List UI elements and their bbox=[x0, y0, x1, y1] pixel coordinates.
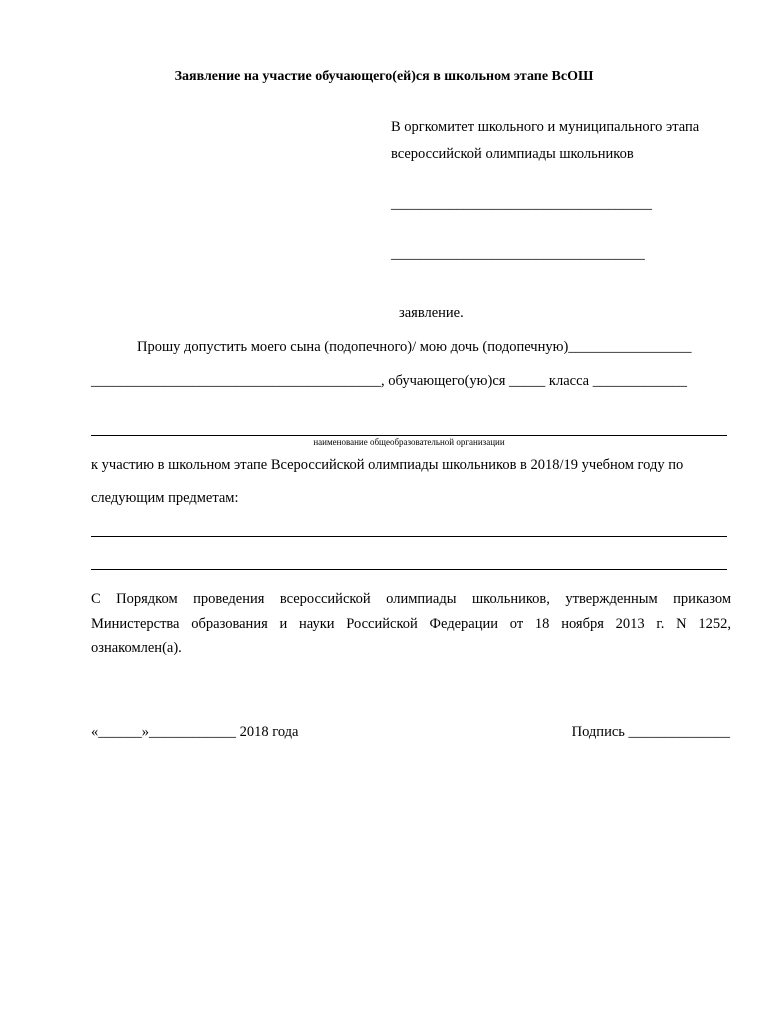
request-line-2: ________________________________________, обучающего(ую)ся _____ класса _____________ bbox=[91, 373, 687, 389]
addressee-line-2: всероссийской олимпиады школьников bbox=[391, 146, 634, 162]
document-heading: заявление. bbox=[399, 305, 464, 321]
document-title: Заявление на участие обучающего(ей)ся в школьном этапе ВсОШ bbox=[174, 69, 594, 84]
school-name-line bbox=[91, 435, 727, 436]
request-line-1: Прошу допустить моего сына (подопечного)/ мою дочь (подопечную)_________________ bbox=[137, 339, 692, 355]
subjects-line-1 bbox=[91, 536, 727, 537]
acknowledgement-line-3: ознакомлен(а). bbox=[91, 640, 182, 656]
date-field: «______»____________ 2018 года bbox=[91, 724, 299, 740]
subjects-line-2 bbox=[91, 569, 727, 570]
applicant-name-blank: ____________________________________ bbox=[391, 196, 652, 212]
applicant-address-blank: ___________________________________ bbox=[391, 246, 645, 262]
participation-line-1: к участию в школьном этапе Всероссийской олимпиады школьников в 2018/19 учебном году по bbox=[91, 457, 684, 473]
school-name-caption: наименование общеобразовательной организации bbox=[313, 437, 505, 447]
acknowledgement-line-1: С Порядком проведения всероссийской олимпиады школьников, утвержденным приказом bbox=[91, 591, 731, 607]
acknowledgement-line-2: Министерства образования и науки Российской Федерации от 18 ноября 2013 г. N 1252, bbox=[91, 616, 731, 632]
signature-field: Подпись ______________ bbox=[571, 724, 730, 740]
addressee-line-1: В оргкомитет школьного и муниципального этапа bbox=[391, 119, 700, 135]
participation-line-2: следующим предметам: bbox=[91, 490, 239, 506]
